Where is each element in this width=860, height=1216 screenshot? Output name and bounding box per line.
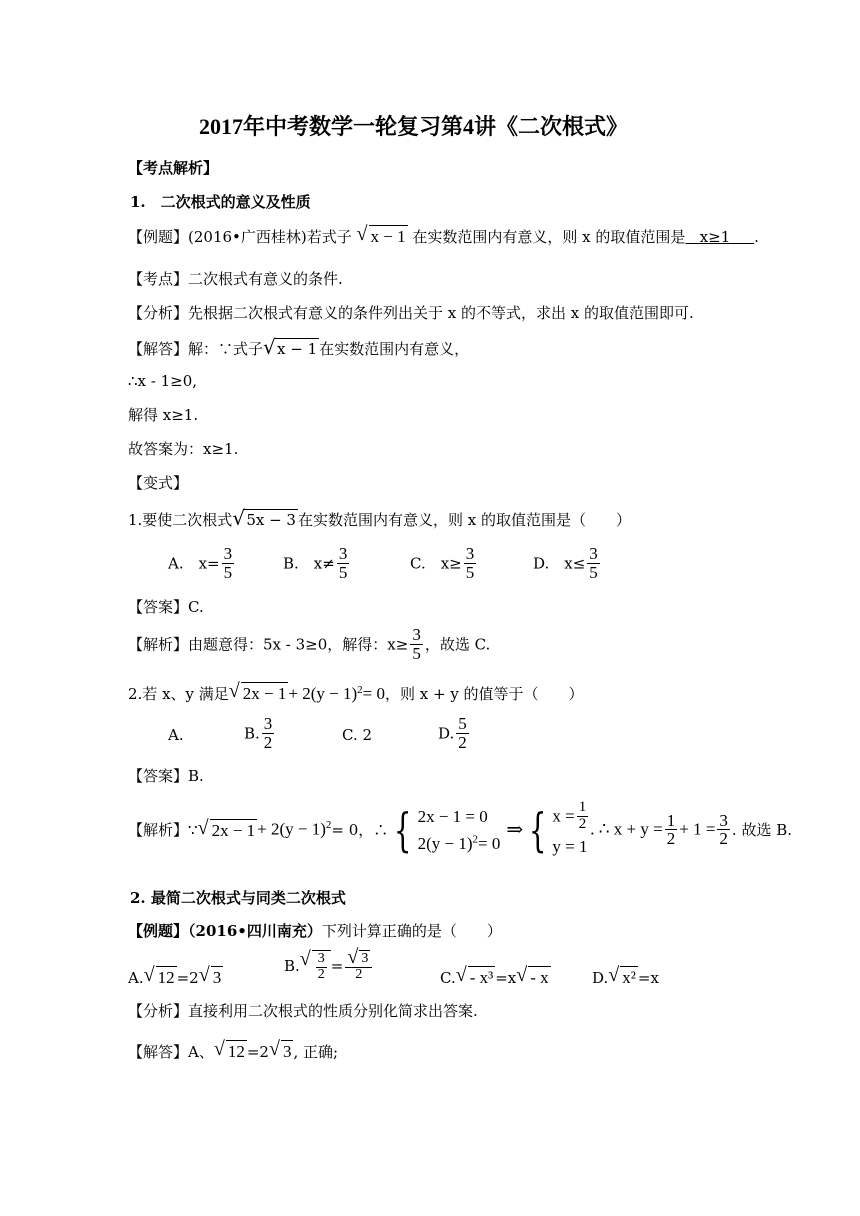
fenxi-text: 先根据二次根式有意义的条件列出关于 x 的不等式，求出 x 的取值范围即可. [188,304,694,322]
fenxi-line-1 [128,304,694,322]
section-title-2: 2. 最简二次根式与同类二次根式 [130,889,346,907]
radicand: x − 1 [370,227,406,246]
q1-option-d: D. x≤ $\frac{3}{5}$ [533,544,598,582]
q2-answer: 【答案】B. [128,767,204,785]
example-label: 【例题】 [128,228,189,246]
ex2-option-a: A.√ 12 =2√ 3 [128,966,223,988]
example-1: 【例题】(2016•广西桂林)若式子 √ x − 1 在实数范围内有意义，则 x 的取值范围是 x≥1 . [128,225,759,247]
section-header-analysis: 【考点解析】 [128,159,219,177]
kaodian-line [128,270,343,288]
ex2-option-d: D.√ x² =x [592,966,659,988]
kaodian-label: 【考点】 [128,270,189,288]
jieda-line-4: 故答案为：x≥1. [128,440,239,458]
q1-option-c: C. x≥ $\frac{3}{5}$ [410,544,475,582]
q1-option-a: A. x= $\frac{3}{5}$ [168,544,233,582]
question-2-stem: 2.若 x、y 满足√ $2x - 1 + 2(y - 1)^2= 0$，则 x + y 的值等于（ ） [128,682,584,704]
bianshi-label: 【变式】 [128,474,189,492]
sqrt-expression: √ 2x − 1 [229,682,289,704]
jieda-label: 【解答】 [128,340,189,358]
section-title-1: 1. 二次根式的意义及性质 [130,193,311,211]
q1-jiexi: 【解析】由题意得：5x - 3≥0，解得：x≥ $\frac{3}{5}$ ，故选 C. [128,625,491,663]
jieda-line-3: 解得 x≥1. [128,406,199,424]
jieda-line-2: ∴x - 1≥0, [128,372,198,390]
example-2: 【例题】（2016•四川南充）下列计算正确的是（ ） [128,922,502,940]
question-1-stem: 1.要使二次根式√ 5x − 3 在实数范围内有意义，则 x 的取值范围是（ ） [128,509,631,529]
fenxi-line-2: 【分析】直接利用二次根式的性质分别化简求出答案. [128,1002,478,1020]
sqrt-expression [357,225,408,247]
q2-jiexi: 【解析】∵√ $2x - 1 + 2(y - 1)^2= 0$，∴ { 2x − 1 = 0 $2(y - 1)^2= 0$ ⇒ { x = $\frac{1}{2}$ y = 1 . ∴ x + y = $\frac{1}{2}$ + 1 = $\frac{3}{2}$ . 故选 B. [128,800,792,860]
q2-option-b: B. $\frac{3}{2}$ [244,714,273,752]
fenxi-label: 【分析】 [128,304,189,322]
q2-option-d: D. $\frac{5}{2}$ [438,714,467,752]
ex2-option-c: C.√ - x³ =x√ - x [440,966,551,988]
sqrt-expression: √ 5x − 3 [232,509,298,529]
page-title: 2017年中考数学一轮复习第4讲《二次根式》 [199,114,629,139]
q1-option-b: B. x≠ $\frac{3}{5}$ [283,544,348,582]
q2-option-a: A. [168,726,184,744]
q1-answer: 【答案】C. [128,598,204,616]
jieda-line-5: 【解答】A、√ 12 =2√ 3 , 正确; [128,1040,338,1062]
example-text: 在实数范围内有意义，则 x 的取值范围是 [412,228,686,246]
example-source: (2016•广西桂林)若式子 [188,228,352,246]
example-answer: x≥1 [699,228,731,246]
sqrt-expression: √ x − 1 [263,338,319,358]
q2-option-c: C. 2 [342,726,373,744]
ex2-option-b: B. √ $\frac{3}{2}$ = √ $\frac{3}{2}$ [284,950,374,982]
kaodian-text: 二次根式有意义的条件. [188,270,343,288]
jieda-line-1: 【解答】解：∵式子√ x − 1 在实数范围内有意义， [128,338,469,358]
